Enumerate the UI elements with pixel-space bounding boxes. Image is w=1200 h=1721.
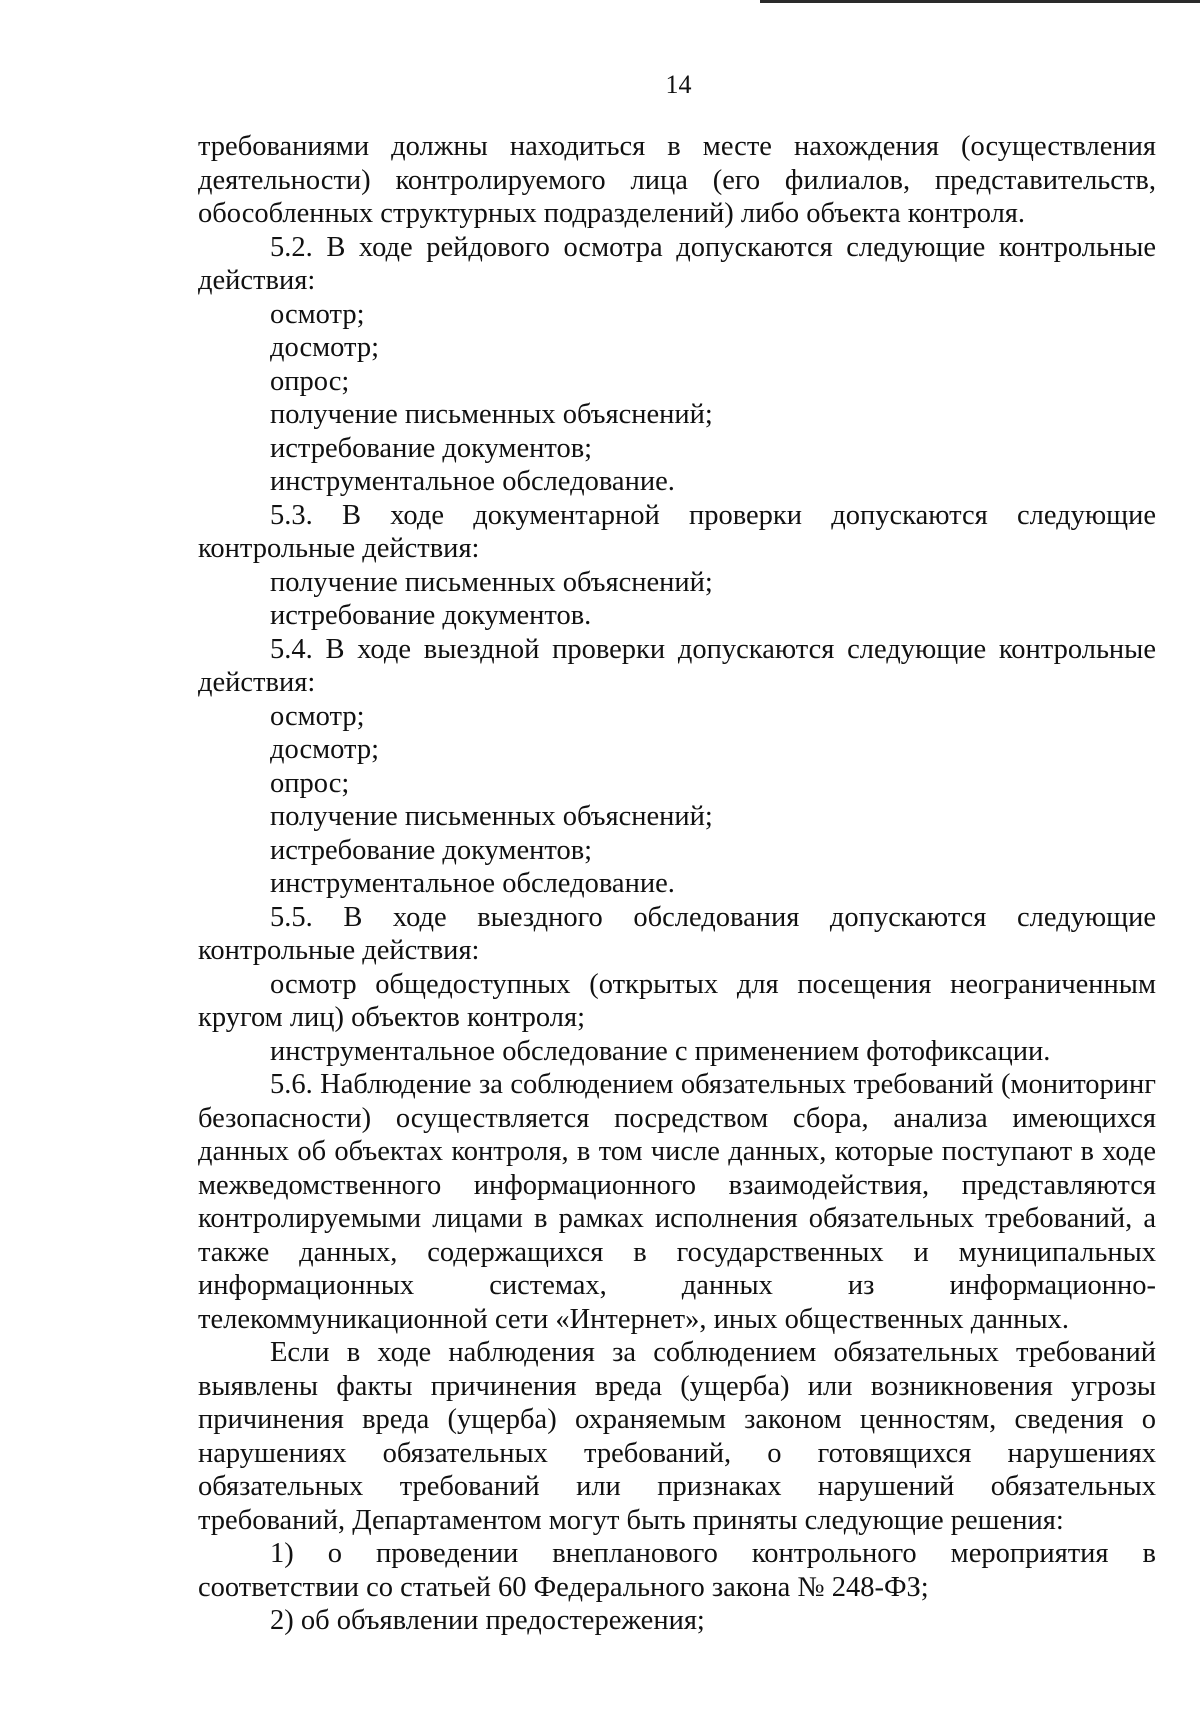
document-body [198,130,1164,1638]
list-item: осмотр; [270,700,365,732]
paragraph: 5.4. В ходе выездной проверки допускаются следующие контрольные действия: [198,633,1164,698]
paragraph: 5.2. В ходе рейдового осмотра допускаются следующие контрольные действия: [198,231,1164,296]
list-item: истребование документов; [270,834,593,866]
list-item: 2) об объявлении предостережения; [270,1605,705,1636]
paragraph: осмотр общедоступных (открытых для посещения неограниченным кругом лиц) объектов контроля; [198,968,1164,1033]
list-item: опрос; [270,767,350,799]
list-item: досмотр; [270,734,379,765]
list-item: получение письменных объяснений; [270,399,713,430]
scan-edge-line [760,0,1200,3]
list-item: осмотр; [270,298,365,330]
paragraph: 5.3. В ходе документарной проверки допускаются следующие контрольные действия: [198,499,1164,564]
list-item: инструментальное обследование. [270,466,675,497]
list-item: истребование документов. [270,600,592,631]
paragraph: Если в ходе наблюдения за соблюдением обязательных требований выявлены факты причинения вреда (ущерба) или возникновения угрозы причинения вреда (ущерба) охраняемым законом ценностям, сведения о нарушениях обязательных требований, о готовящихся нарушениях обязательных требований или признаках нарушений обязательных требований, Департаментом могут быть приняты следующие решения: [198,1337,1164,1536]
list-item: получение письменных объяснений; [270,801,713,832]
list-item: инструментальное обследование. [270,868,675,899]
paragraph: 5.6. Наблюдение за соблюдением обязательных требований (мониторинг безопасности) осуществляется посредством сбора, анализа имеющихся данных об объектах контроля, в том числе данных, которые поступают в ходе межведомственного информационного взаимодействия, представляются контролируемыми лицами в рамках исполнения обязательных требований, а также данных, содержащихся в государственных и муниципальных информационных системах, данных из информационно-телекоммуникационной сети «Интернет», иных общественных данных. [198,1069,1164,1335]
list-item: получение письменных объяснений; [270,566,713,598]
paragraph: требованиями должны находиться в месте нахождения (осуществления деятельности) контролируемого лица (его филиалов, представительств, обособленных структурных подразделений) либо объекта контроля. [198,131,1164,229]
list-item: истребование документов; [270,432,593,464]
paragraph: 5.5. В ходе выездного обследования допускаются следующие контрольные действия: [198,901,1164,966]
list-item: опрос; [270,365,350,397]
list-item: инструментальное обследование с применением фотофиксации. [270,1035,1051,1067]
paragraph: 1) о проведении внепланового контрольного мероприятия в соответствии со статьей 60 Федерального закона № 248-ФЗ; [198,1538,1164,1603]
page-number: 14 [665,70,692,99]
list-item: досмотр; [270,332,379,363]
